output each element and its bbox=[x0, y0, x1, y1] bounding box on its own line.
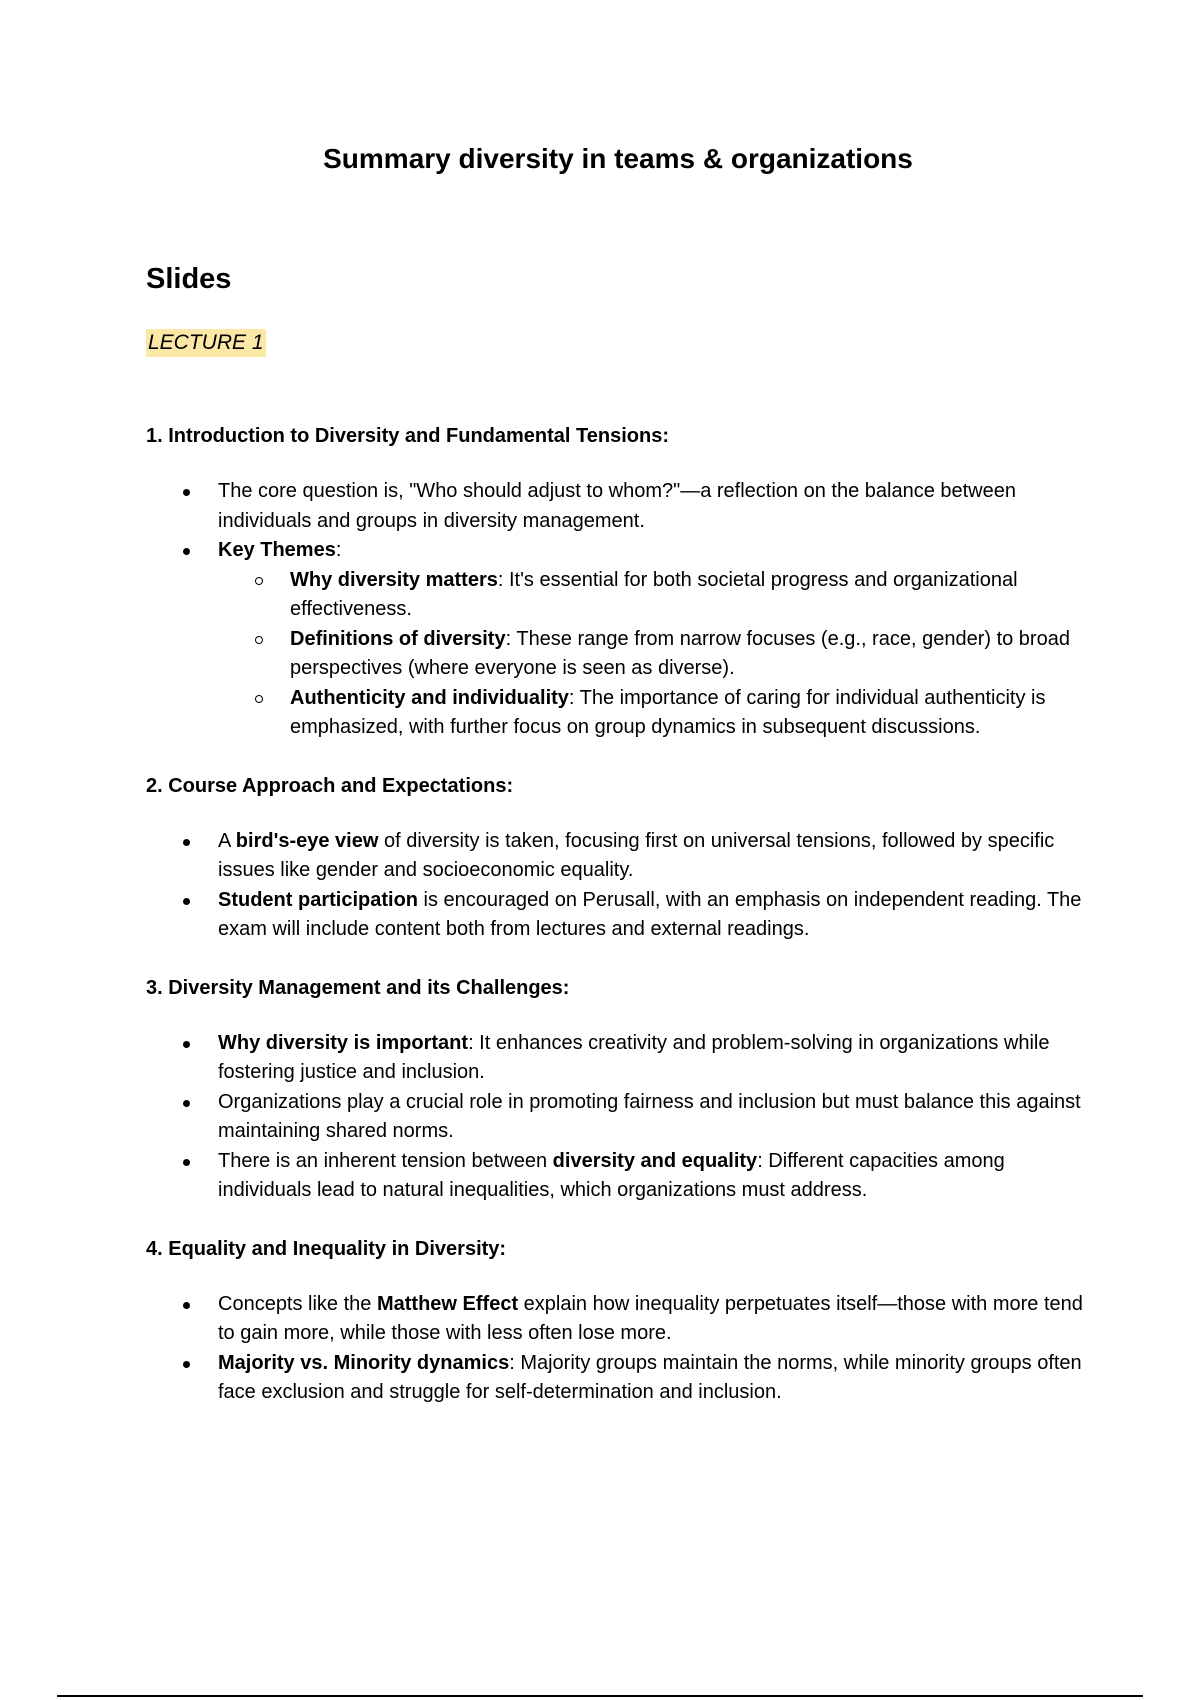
sub-bullet-bold: Why diversity matters bbox=[290, 568, 498, 591]
bullet-text: : Majority groups maintain the norms, while minority groups often face exclusion and struggle for self-determination and inclusion. bbox=[218, 1351, 1082, 1404]
bullet-bold: diversity and equality bbox=[552, 1149, 758, 1172]
list-item bbox=[146, 1088, 1086, 1147]
bullet-text: : It enhances creativity and problem-solving in organizations while fostering justice and inclusion. bbox=[218, 1031, 1050, 1084]
bullet-dot-icon bbox=[183, 898, 190, 905]
bullet-text: of diversity is taken, focusing first on universal tensions, followed by specific issues like gender and socioeconomic equality. bbox=[218, 829, 1055, 882]
sub-bullet-text: : It's essential for both societal progress and organizational effectiveness. bbox=[290, 568, 1018, 621]
bullet-bold: Key Themes bbox=[218, 539, 336, 562]
bullet-dot-icon bbox=[183, 548, 190, 555]
bullet-bold: Majority vs. Minority dynamics bbox=[218, 1351, 510, 1374]
bullet-bold: Student participation bbox=[218, 888, 418, 911]
list-item bbox=[146, 886, 1086, 945]
bullet-text: : Different capacities among individuals lead to natural inequalities, which organizations must address. bbox=[218, 1149, 1005, 1202]
bullet-ring-icon bbox=[255, 577, 263, 585]
bullet-dot-icon bbox=[183, 1041, 190, 1048]
bullet-text: The core question is, "Who should adjust to whom?"—a reflection on the balance between individuals and groups in diversity management. bbox=[218, 480, 1016, 532]
bullet-bold: Why diversity is important bbox=[218, 1031, 469, 1054]
bullet-list bbox=[146, 1290, 1086, 1408]
section-heading: Slides bbox=[146, 263, 232, 295]
sub-list-item bbox=[218, 684, 1086, 743]
list-item bbox=[146, 1290, 1086, 1349]
bullet-prefix: A bbox=[218, 829, 236, 852]
bullet-text: is encouraged on Perusall, with an emphasis on independent reading. The exam will include content both from lectures and external readings. bbox=[218, 888, 1082, 941]
bullet-dot-icon bbox=[183, 1361, 190, 1368]
list-item bbox=[146, 477, 1086, 536]
document-body bbox=[146, 262, 1086, 1408]
bullet-text: explain how inequality perpetuates itself—those with more tend to gain more, while those with less often lose more. bbox=[218, 1292, 1083, 1345]
sub-bullet-bold: Definitions of diversity bbox=[290, 627, 506, 650]
topic-heading: 2. Course Approach and Expectations: bbox=[146, 774, 514, 797]
bullet-prefix: There is an inherent tension between bbox=[218, 1149, 553, 1172]
bullet-prefix: Concepts like the bbox=[218, 1292, 377, 1315]
bullet-dot-icon bbox=[183, 839, 190, 846]
list-item bbox=[146, 1349, 1086, 1408]
bullet-text: : bbox=[335, 539, 342, 562]
footer-divider bbox=[57, 1695, 1143, 1697]
bullet-list bbox=[146, 827, 1086, 945]
topic-heading: 4. Equality and Inequality in Diversity: bbox=[146, 1237, 507, 1260]
bullet-dot-icon bbox=[183, 1302, 190, 1309]
list-item bbox=[146, 1029, 1086, 1088]
bullet-ring-icon bbox=[255, 636, 263, 644]
list-item bbox=[146, 827, 1086, 886]
bullet-bold: bird's-eye view bbox=[235, 829, 379, 852]
bullet-bold: Matthew Effect bbox=[376, 1292, 519, 1315]
sub-bullet-text: : These range from narrow focuses (e.g., race, gender) to broad perspectives (where everyone is seen as diverse). bbox=[290, 627, 1070, 680]
bullet-text: Organizations play a crucial role in promoting fairness and inclusion but must balance this against maintaining shared norms. bbox=[218, 1090, 1081, 1143]
sub-list-item bbox=[218, 566, 1086, 625]
bullet-dot-icon bbox=[183, 489, 190, 496]
lecture-label: LECTURE 1 bbox=[146, 329, 266, 357]
bullet-list bbox=[146, 477, 1086, 743]
sub-bullet-text: : The importance of caring for individual authenticity is emphasized, with further focus on group dynamics in subsequent discussions. bbox=[290, 686, 1046, 739]
sub-bullet-bold: Authenticity and individuality bbox=[290, 686, 569, 709]
bullet-dot-icon bbox=[183, 1100, 190, 1107]
bullet-dot-icon bbox=[183, 1159, 190, 1166]
topic-heading: 3. Diversity Management and its Challenges: bbox=[146, 976, 570, 999]
sub-bullet-list bbox=[218, 566, 1086, 743]
bullet-list bbox=[146, 1029, 1086, 1206]
list-item bbox=[146, 536, 1086, 743]
bullet-ring-icon bbox=[255, 695, 263, 703]
document-title: Summary diversity in teams & organizations bbox=[323, 143, 913, 174]
topic-heading: 1. Introduction to Diversity and Fundamental Tensions: bbox=[146, 425, 670, 448]
sub-list-item bbox=[218, 625, 1086, 684]
list-item bbox=[146, 1147, 1086, 1206]
